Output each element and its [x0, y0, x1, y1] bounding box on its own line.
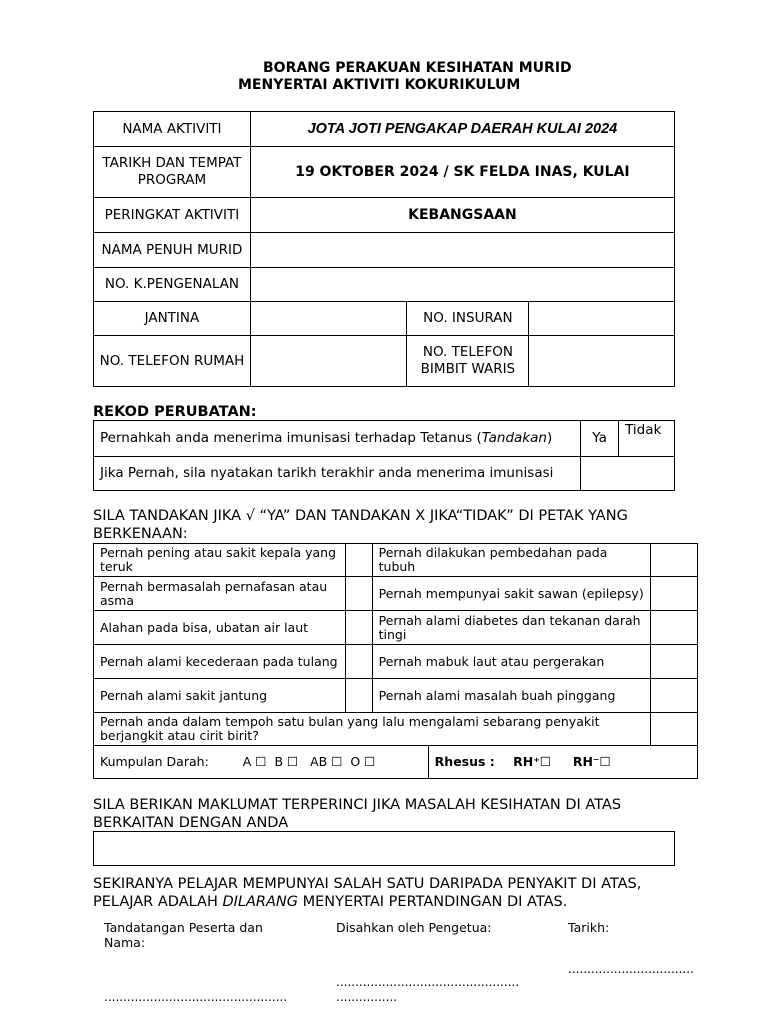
checklist-box-allergy[interactable] [345, 611, 372, 645]
form-title-line1: BORANG PERAKUAN KESIHATAN MURID [263, 60, 572, 76]
last-immunisation-field[interactable] [581, 457, 675, 491]
checklist-box-surgery[interactable] [650, 544, 697, 577]
rhesus-label: Rhesus : [434, 754, 495, 769]
insurance-label: NO. INSURAN [407, 302, 529, 336]
immunisation-table [93, 420, 675, 491]
checklist-item-kidney: Pernah alami masalah buah pinggang [372, 679, 650, 713]
last-immunisation-question: Jika Pernah, sila nyatakan tarikh terakhir anda menerima imunisasi [94, 457, 581, 491]
checklist-box-infectious[interactable] [650, 713, 697, 746]
checklist-item-headache: Pernah pening atau sakit kepala yang teruk [94, 544, 346, 577]
tetanus-question: Pernahkah anda menerima imunisasi terhadap Tetanus (Tandakan) [94, 421, 581, 457]
activity-name-label: NAMA AKTIVITI [94, 112, 251, 147]
checklist-box-headache[interactable] [345, 544, 372, 577]
checklist-item-infectious: Pernah anda dalam tempoh satu bulan yang lalu mengalami sebarang penyakit berjangkit atau cirit birit? [94, 713, 651, 746]
activity-level-label: PERINGKAT AKTIVITI [94, 198, 251, 233]
blood-group-cell [94, 746, 429, 779]
principal-signature-line-1[interactable]: ................................................ [336, 975, 520, 989]
checklist-instruction: SILA TANDAKAN JIKA √ “YA” DAN TANDAKAN X JIKA“TIDAK” DI PETAK YANG BERKENAAN: [93, 508, 628, 542]
details-request-field[interactable] [93, 831, 675, 866]
gender-label: JANTINA [94, 302, 251, 336]
rhesus-cell [428, 746, 697, 779]
insurance-field[interactable] [529, 302, 675, 336]
checklist-box-diabetes[interactable] [650, 611, 697, 645]
checklist-item-motion-sickness: Pernah mabuk laut atau pergerakan [372, 645, 650, 679]
checklist-box-kidney[interactable] [650, 679, 697, 713]
checklist-item-bone-injury: Pernah alami kecederaan pada tulang [94, 645, 346, 679]
details-request-text: SILA BERIKAN MAKLUMAT TERPERINCI JIKA MASALAH KESIHATAN DI ATAS BERKAITAN DENGAN ANDA [93, 797, 622, 831]
guardian-phone-field[interactable] [529, 336, 675, 387]
tetanus-yes-option[interactable]: Ya [581, 421, 619, 457]
guardian-phone-label: NO. TELEFON BIMBIT WARIS [407, 336, 529, 387]
checklist-box-motion-sickness[interactable] [650, 645, 697, 679]
principal-signature-line-2[interactable]: ................ [336, 990, 398, 1004]
rhesus-options[interactable]: RH⁺☐ RH⁻☐ [513, 754, 611, 769]
tetanus-no-option[interactable]: Tidak [619, 421, 675, 457]
checklist-item-surgery: Pernah dilakukan pembedahan pada tubuh [372, 544, 650, 577]
date-line[interactable]: ................................. [568, 962, 694, 976]
health-checklist-table [93, 543, 698, 779]
date-place-label: TARIKH DAN TEMPAT PROGRAM [94, 147, 251, 198]
student-name-field[interactable] [250, 233, 674, 268]
ic-number-field[interactable] [250, 268, 674, 302]
ic-number-label: NO. K.PENGENALAN [94, 268, 251, 302]
home-phone-label: NO. TELEFON RUMAH [94, 336, 251, 387]
activity-details-table [93, 111, 675, 387]
blood-group-label: Kumpulan Darah: [100, 754, 209, 769]
form-title-line2: MENYERTAI AKTIVITI KOKURIKULUM [238, 77, 521, 93]
gender-field[interactable] [250, 302, 407, 336]
medical-record-heading: REKOD PERUBATAN: [93, 404, 257, 420]
checklist-item-epilepsy: Pernah mempunyai sakit sawan (epilepsy) [372, 577, 650, 611]
date-place-value: 19 OKTOBER 2024 / SK FELDA INAS, KULAI [250, 147, 674, 198]
checklist-item-heart: Pernah alami sakit jantung [94, 679, 346, 713]
principal-signature-label: Disahkan oleh Pengetua: [336, 920, 492, 935]
activity-name-value: JOTA JOTI PENGAKAP DAERAH KULAI 2024 [250, 112, 674, 147]
checklist-item-allergy: Alahan pada bisa, ubatan air laut [94, 611, 346, 645]
warning-text: SEKIRANYA PELAJAR MEMPUNYAI SALAH SATU DARIPADA PENYAKIT DI ATAS, PELAJAR ADALAH DILARANG MENYERTAI PERTANDINGAN DI ATAS. [93, 876, 642, 910]
participant-signature-label: Tandatangan Peserta dan Nama: [104, 920, 263, 950]
date-label: Tarikh: [568, 920, 610, 935]
checklist-box-epilepsy[interactable] [650, 577, 697, 611]
checklist-box-heart[interactable] [345, 679, 372, 713]
blood-group-options[interactable]: A ☐ B ☐ AB ☐ O ☐ [242, 754, 376, 769]
checklist-box-bone-injury[interactable] [345, 645, 372, 679]
activity-level-value: KEBANGSAAN [250, 198, 674, 233]
checklist-box-asthma[interactable] [345, 577, 372, 611]
student-name-label: NAMA PENUH MURID [94, 233, 251, 268]
participant-signature-line[interactable]: ................................................ [104, 990, 288, 1004]
checklist-item-asthma: Pernah bermasalah pernafasan atau asma [94, 577, 346, 611]
checklist-item-diabetes: Pernah alami diabetes dan tekanan darah tingi [372, 611, 650, 645]
home-phone-field[interactable] [250, 336, 407, 387]
